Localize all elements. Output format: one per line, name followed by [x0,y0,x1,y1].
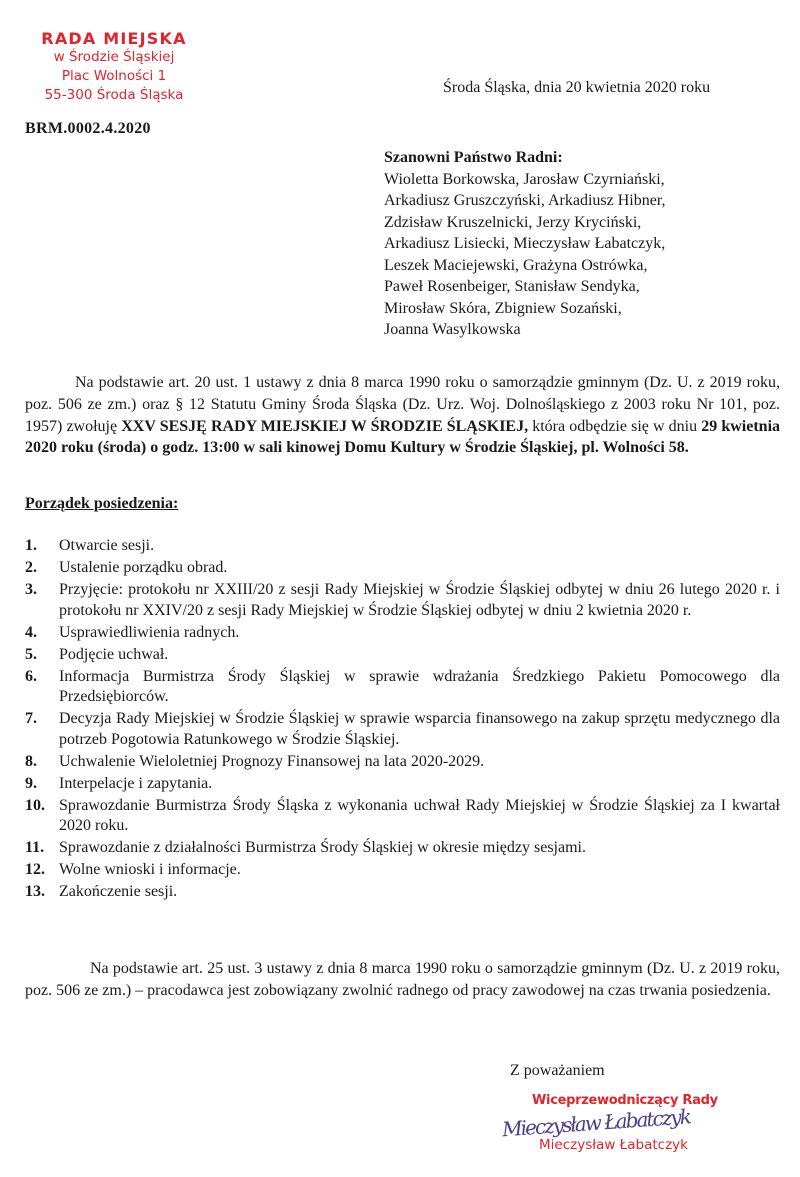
agenda-item [25,882,780,903]
agenda-item [25,558,780,579]
stamp-line: 55-300 Środa Śląska [44,87,184,103]
signature-scribble: Mieczysław Łabatczyk [501,1104,693,1142]
closing-note [25,958,780,1002]
regards: Z poważaniem [510,1062,605,1079]
stamp-line: Plac Wolności 1 [61,68,167,84]
agenda-item-number: 1. [25,537,37,554]
recipient-line: Leszek Maciejewski, Grażyna Ostrówka, [384,256,648,274]
agenda-item-number: 11. [25,839,45,856]
place-date: Środa Śląska, dnia 20 kwietnia 2020 roku [443,79,711,96]
agenda-item-text: Decyzja Rady Miejskiej w Środzie Śląskiej w sprawie wsparcia finansowego na zakup sprzętu medycznego dla potrzeb Pogotowia Ratunkowego w Środzie Śląskiej. [59,710,780,748]
recipient-line: Zdzisław Kruszelnicki, Jerzy Kryciński, [384,213,642,231]
agenda-item-text: Uchwalenie Wieloletniej Prognozy Finansowej na lata 2020-2029. [59,752,485,770]
intro-paragraph [25,372,780,459]
agenda-item-text: Podjęcie uchwał. [59,645,169,663]
agenda-item [25,796,780,837]
intro-text: Na podstawie art. 20 ust. 1 ustawy z dnia 8 marca 1990 roku o samorządzie gminnym (Dz. U. z 2019 roku, poz. 506 ze zm.) oraz § 12 Statutu Gminy Środa Śląska (Dz. Urz. Woj. Dolnośląskiego z 2003 roku Nr 101, poz. 1957) zwołuję [25,374,780,435]
recipient-line: Arkadiusz Lisiecki, Mieczysław Łabatczyk, [384,235,666,252]
agenda-item [25,709,780,750]
signature-block [494,1093,718,1157]
agenda-item-number: 5. [25,645,37,663]
agenda-item [25,838,780,859]
agenda-item [25,580,780,621]
agenda-item-text: Sprawozdanie z działalności Burmistrza Środy Śląskiej w okresie między sesjami. [59,839,586,856]
agenda-item [25,752,780,773]
recipient-line: Paweł Rosenbeiger, Stanisław Sendyka, [384,278,640,295]
agenda-item-text: Informacja Burmistrza Środy Śląskiej w sprawie wdrażania Średzkiego Pakietu Pomocowego dla Przedsiębiorców. [59,667,780,705]
agenda-item-number: 6. [25,667,37,685]
recipient-list [384,169,666,341]
agenda-item [25,667,780,708]
recipient-line: Wioletta Borkowska, Jarosław Czyrniański, [384,170,665,188]
agenda-item-number: 2. [25,559,37,576]
agenda-item-number: 12. [25,861,45,878]
stamp-line: RADA MIEJSKA [41,29,187,48]
agenda-item-text: Ustalenie porządku obrad. [59,559,228,576]
agenda-item-number: 4. [25,623,37,641]
agenda-item-number: 13. [25,883,45,900]
agenda-title: Porządek posiedzenia: [25,495,179,512]
closing-note-text: Na podstawie art. 25 ust. 3 ustawy z dnia 8 marca 1990 roku o samorządzie gminnym (Dz. U. z 2019 roku, poz. 506 ze zm.) – pracodawca jest zobowiązany zwolnić radnego od pracy zawodowej na czas trwania posiedzenia. [25,960,780,999]
agenda-item-text: Usprawiedliwienia radnych. [59,623,240,641]
agenda-item-text: Otwarcie sesji. [59,537,155,554]
agenda-item-number: 7. [25,710,37,727]
agenda-item [25,645,780,666]
agenda-item [25,536,780,557]
intro-text-2: która odbędzie się w dniu [532,417,698,435]
agenda-item-number: 9. [25,774,37,792]
agenda-item [25,774,780,795]
stamp-line: w Środzie Śląskiej [53,49,175,65]
agenda-item-text: Interpelacje i zapytania. [59,774,213,792]
agenda-item-text: Przyjęcie: protokołu nr XXIII/20 z sesji Rady Miejskiej w Środzie Śląskiej odbytej w dniu 26 lutego 2020 r. i protokołu nr XXIV/20 z sesji Rady Miejskiej w Środzie Śląskiej odbytej w dniu 2 kwietnia 2020 r. [59,581,780,619]
agenda-item-text: Sprawozdanie Burmistrza Środy Śląska z wykonania uchwał Rady Miejskiej w Środzie Śląskiej za I kwartał 2020 roku. [59,796,780,834]
agenda-item [25,860,780,881]
agenda-item-text: Wolne wnioski i informacje. [59,861,241,878]
session-date-venue: 29 kwietnia 2020 roku (środa) o godz. 13:00 w sali kinowej Domu Kultury w Środzie Śląskiej, pl. Wolności 58. [25,417,781,457]
agenda-item-number: 3. [25,581,37,598]
recipients-block [384,147,666,341]
recipient-line: Mirosław Skóra, Zbigniew Sozański, [384,299,622,317]
signature-name: Mieczysław Łabatczyk [539,1137,688,1153]
reference-number: BRM.0002.4.2020 [25,120,151,137]
agenda-item-number: 10. [25,796,45,814]
greeting: Szanowni Państwo Radni: [384,149,563,166]
agenda-item [25,623,780,644]
recipient-line: Joanna Wasylkowska [384,321,521,338]
agenda-list [25,536,780,904]
session-name: XXV SESJĘ RADY MIEJSKIEJ W ŚRODZIE ŚLĄSKIEJ, [121,417,529,435]
signature-role: Wiceprzewodniczący Rady [532,1093,718,1108]
recipient-line: Arkadiusz Gruszczyński, Arkadiusz Hibner, [384,192,666,209]
agenda-item-number: 8. [25,752,37,770]
council-address-stamp [28,29,200,105]
agenda-item-text: Zakończenie sesji. [59,883,178,900]
